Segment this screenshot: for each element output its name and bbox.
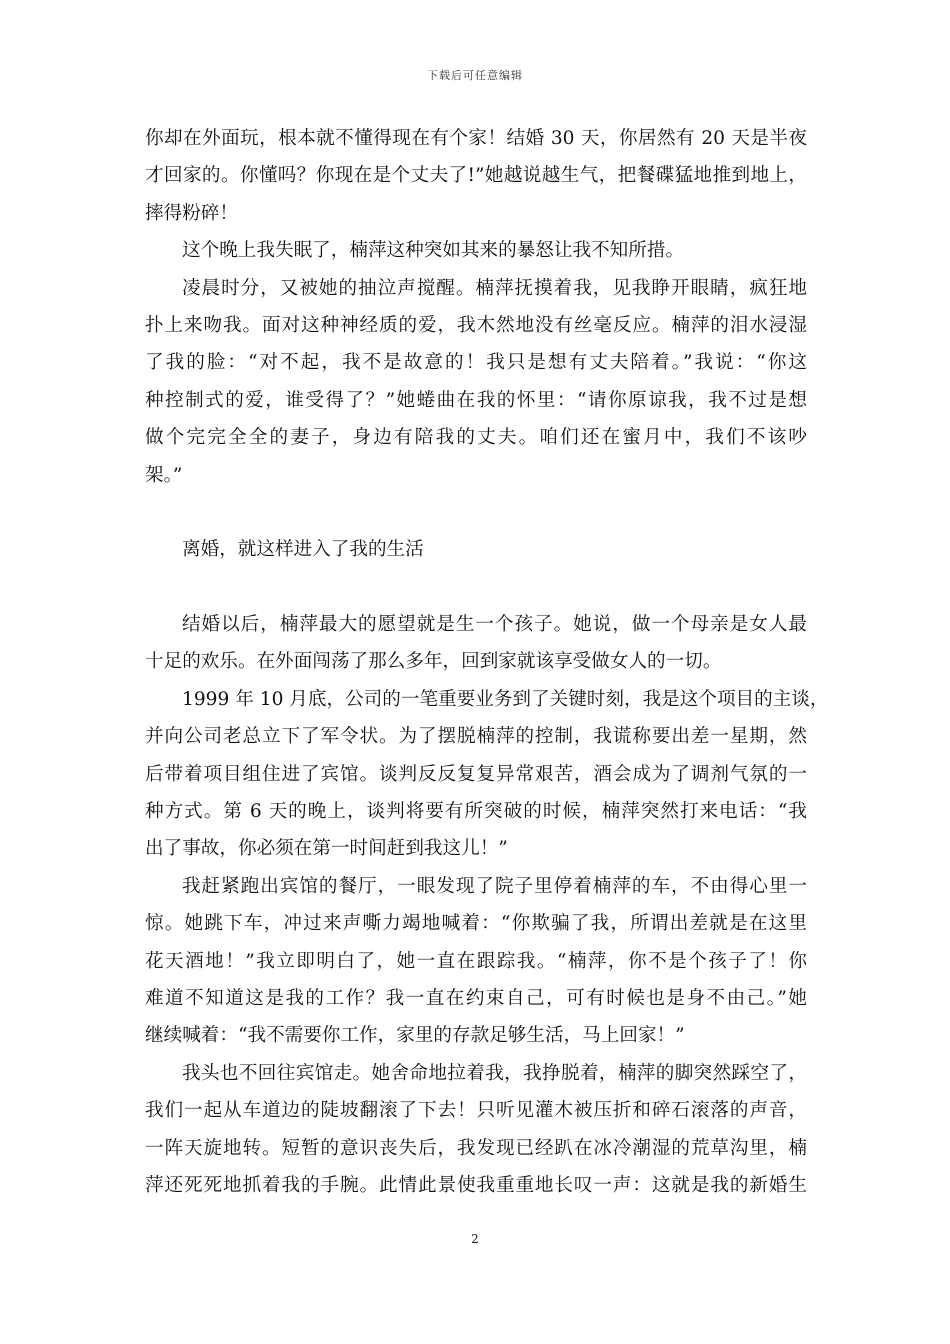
text-line: 了我的脸：“对不起，我不是故意的！我只是想有丈夫陪着。”我说：“你这 bbox=[145, 352, 807, 374]
text-line: 做个完完全全的妻子，身边有陪我的丈夫。咱们还在蜜月中，我们不该吵 bbox=[145, 427, 807, 449]
text-line: 才回家的。你懂吗？你现在是个丈夫了!”她越说越生气，把餐碟猛地推到地上， bbox=[145, 165, 807, 187]
text-line: 萍还死死地抓着我的手腕。此情此景使我重重地长叹一声：这就是我的新婚生 bbox=[145, 1174, 807, 1196]
document-body bbox=[145, 120, 829, 1204]
text-line: 架。” bbox=[145, 464, 183, 486]
page-header: 下载后可任意编辑 bbox=[427, 69, 523, 82]
text-line: 十足的欢乐。在外面闯荡了那么多年，回到家就该享受做女人的一切。 bbox=[145, 651, 722, 673]
text-line: 1999 年 10 月底，公司的一笔重要业务到了关键时刻，我是这个项目的主谈， bbox=[182, 688, 829, 710]
text-line: 我们一起从车道边的陡坡翻滚了下去！只听见灌木被压折和碎石滚落的声音， bbox=[145, 1100, 807, 1122]
text-line: 惊。她跳下车，冲过来声嘶力竭地喊着：“你欺骗了我，所谓出差就是在这里 bbox=[145, 913, 807, 935]
blank-line bbox=[145, 494, 807, 531]
text-line: 后带着项目组住进了宾馆。谈判反反复复异常艰苦，酒会成为了调剂气氛的一 bbox=[145, 763, 807, 785]
text-line: 我头也不回往宾馆走。她舍命地拉着我，我挣脱着，楠萍的脚突然踩空了， bbox=[182, 1062, 807, 1084]
text-line: 出了事故，你必须在第一时间赶到我这儿！” bbox=[145, 838, 508, 860]
text-line: 你却在外面玩，根本就不懂得现在有个家！结婚 30 天，你居然有 20 天是半夜 bbox=[145, 128, 807, 149]
text-line: 离婚，就这样进入了我的生活 bbox=[182, 539, 424, 561]
text-line: 我赶紧跑出宾馆的餐厅，一眼发现了院子里停着楠萍的车，不由得心里一 bbox=[182, 875, 807, 897]
text-line: 结婚以后，楠萍最大的愿望就是生一个孩子。她说，做一个母亲是女人最 bbox=[182, 614, 807, 636]
text-line: 这个晚上我失眠了，楠萍这种突如其来的暴怒让我不知所措。 bbox=[182, 240, 685, 262]
text-line: 凌晨时分，又被她的抽泣声搅醒。楠萍抚摸着我，见我睁开眼睛，疯狂地 bbox=[182, 277, 807, 299]
text-line: 扑上来吻我。面对这种神经质的爱，我木然地没有丝毫反应。楠萍的泪水浸湿 bbox=[145, 314, 807, 336]
text-line: 继续喊着：“我不需要你工作，家里的存款足够生活，马上回家！” bbox=[145, 1025, 685, 1047]
text-line: 种控制式的爱，谁受得了？”她蜷曲在我的怀里：“请你原谅我，我不过是想 bbox=[145, 389, 807, 411]
text-line: 并向公司老总立下了军令状。为了摆脱楠萍的控制，我谎称要出差一星期，然 bbox=[145, 726, 807, 748]
text-line: 花天酒地！”我立即明白了，她一直在跟踪我。“楠萍，你不是个孩子了！你 bbox=[145, 950, 807, 972]
text-line: 难道不知道这是我的工作？我一直在约束自己，可有时候也是身不由己。”她 bbox=[145, 987, 807, 1009]
blank-line bbox=[145, 569, 807, 606]
page-number: 2 bbox=[471, 1232, 479, 1246]
text-line: 摔得粉碎！ bbox=[145, 202, 238, 224]
text-line: 一阵天旋地转。短暂的意识丧失后，我发现已经趴在冰冷潮湿的荒草沟里，楠 bbox=[145, 1137, 807, 1159]
text-line: 种方式。第 6 天的晚上，谈判将要有所突破的时候，楠萍突然打来电话：“我 bbox=[145, 801, 807, 823]
